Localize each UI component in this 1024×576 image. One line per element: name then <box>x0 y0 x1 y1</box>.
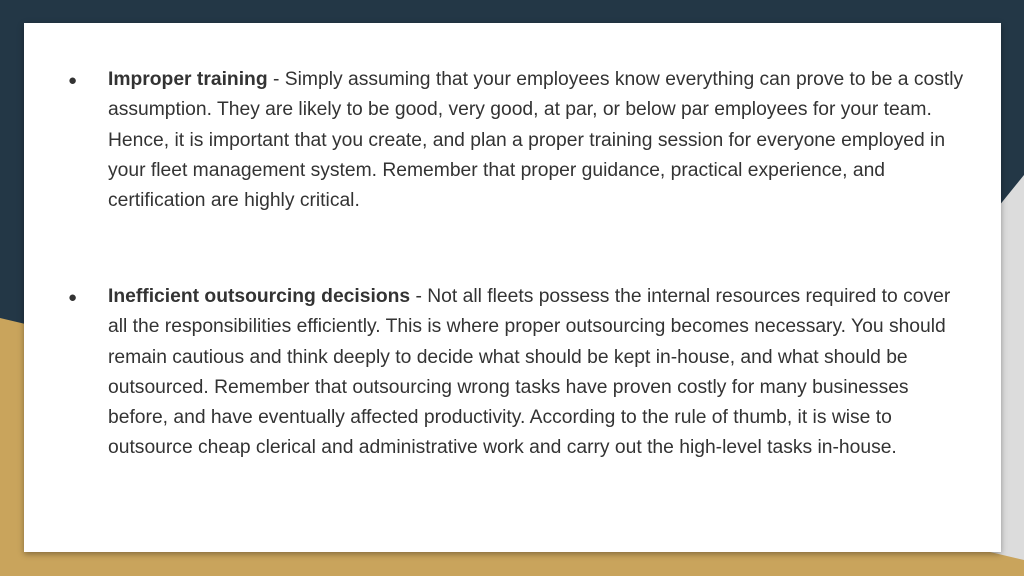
bullet-title: Improper training <box>108 69 268 90</box>
bullet-body: Simply assuming that your employees know everything can prove to be a costly assumption. They are likely to be good, very good, at par, or below par employees for your team. Hence, it is important that you create, and plan a proper training session for everyone employed in your fleet management system. Remember that proper guidance, practical experience, and certification are highly critical. <box>108 69 964 212</box>
bullet-marker: ● <box>68 289 78 306</box>
bullet-paragraph <box>108 282 968 464</box>
bullet-separator: - <box>267 69 285 90</box>
bullet-paragraph <box>108 65 968 216</box>
bullet-title: Inefficient outsourcing decisions <box>108 286 411 307</box>
bullet-marker: ● <box>68 72 78 89</box>
bullet-body: Not all fleets possess the internal resources required to cover all the responsibilities efficiently. This is where proper outsourcing becomes necessary. You should remain cautious and think deeply to decide what should be kept in-house, and what should be outsourced. Remember that outsourcing wrong tasks have proven costly for many businesses before, and have eventually affected productivity. According to the rule of thumb, it is wise to outsource cheap clerical and administrative work and carry out the high-level tasks in-house. <box>108 286 951 459</box>
slide-content-card <box>24 23 1001 552</box>
bullet-separator: - <box>410 286 428 307</box>
